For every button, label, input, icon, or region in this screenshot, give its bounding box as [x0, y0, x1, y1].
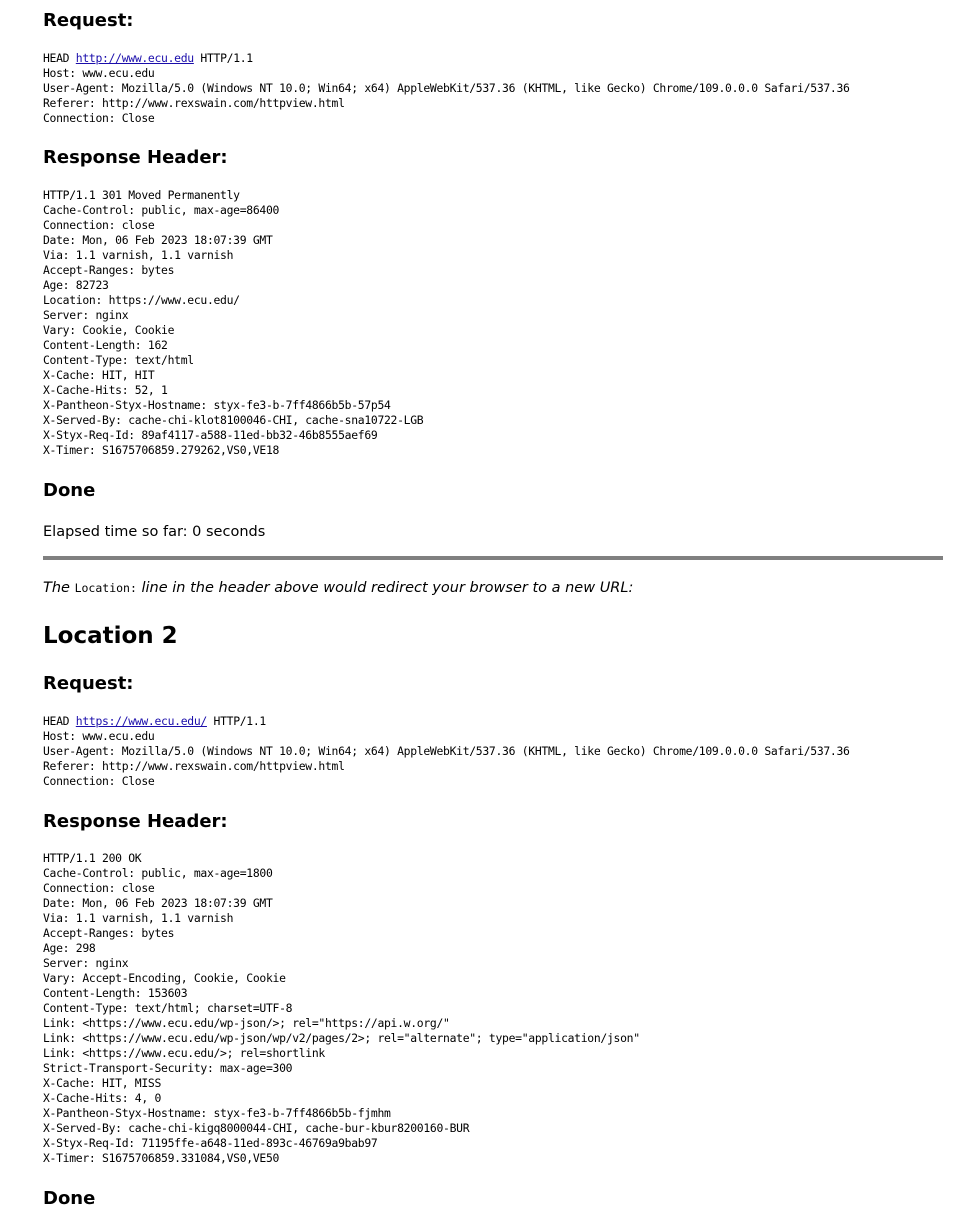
horizontal-rule: [43, 556, 943, 560]
header-line: Accept-Ranges: bytes: [43, 926, 175, 940]
header-line: User-Agent: Mozilla/5.0 (Windows NT 10.0; Win64; x64) AppleWebKit/537.36 (KHTML, like Gecko) Chrome/109.0.0.0 Safari/537.36: [43, 744, 850, 758]
redirect-note-suffix: line in the header above would redirect your browser to a new URL:: [136, 580, 634, 596]
header-line: Referer: http://www.rexswain.com/httpview.html: [43, 96, 345, 110]
header-line: X-Served-By: cache-chi-klot8100046-CHI, cache-sna10722-LGB: [43, 413, 424, 427]
request-heading-1: Request:: [43, 10, 134, 31]
request-method-2: HEAD: [43, 714, 70, 728]
header-line: X-Styx-Req-Id: 71195ffe-a648-11ed-893c-46769a9bab97: [43, 1136, 378, 1150]
header-line: Link: <https://www.ecu.edu/>; rel=shortlink: [43, 1046, 325, 1060]
header-line: X-Timer: S1675706859.331084,VS0,VE50: [43, 1151, 280, 1165]
request-header-lines-2: [43, 729, 850, 789]
header-line: Cache-Control: public, max-age=86400: [43, 203, 280, 217]
header-line: X-Cache-Hits: 4, 0: [43, 1091, 162, 1105]
request-line-2: [43, 714, 850, 729]
request-line-1: [43, 51, 850, 66]
header-line: Vary: Cookie, Cookie: [43, 323, 175, 337]
header-line: Age: 82723: [43, 278, 109, 292]
header-line: Via: 1.1 varnish, 1.1 varnish: [43, 911, 234, 925]
header-line: Cache-Control: public, max-age=1800: [43, 866, 273, 880]
header-line: Age: 298: [43, 941, 96, 955]
header-line: Server: nginx: [43, 308, 129, 322]
header-line: Connection: Close: [43, 774, 155, 788]
header-line: X-Cache: HIT, MISS: [43, 1076, 162, 1090]
header-line: X-Cache-Hits: 52, 1: [43, 383, 168, 397]
header-line: Connection: close: [43, 881, 155, 895]
location-2-title: Location 2: [43, 623, 178, 649]
response-block-1: [43, 188, 423, 458]
header-line: Link: <https://www.ecu.edu/wp-json/wp/v2/pages/2>; rel="alternate"; type="application/json": [43, 1031, 640, 1045]
header-line: Strict-Transport-Security: max-age=300: [43, 1061, 293, 1075]
redirect-note-prefix: The: [43, 580, 75, 596]
header-line: User-Agent: Mozilla/5.0 (Windows NT 10.0; Win64; x64) AppleWebKit/537.36 (KHTML, like Gecko) Chrome/109.0.0.0 Safari/537.36: [43, 81, 850, 95]
header-line: X-Served-By: cache-chi-kigq8000044-CHI, cache-bur-kbur8200160-BUR: [43, 1121, 470, 1135]
header-line: X-Timer: S1675706859.279262,VS0,VE18: [43, 443, 280, 457]
header-line: Accept-Ranges: bytes: [43, 263, 175, 277]
response-block-2: [43, 851, 640, 1166]
header-line: Server: nginx: [43, 956, 129, 970]
header-line: Connection: Close: [43, 111, 155, 125]
header-line: X-Pantheon-Styx-Hostname: styx-fe3-b-7ff4866b5b-fjmhm: [43, 1106, 391, 1120]
header-line: Date: Mon, 06 Feb 2023 18:07:39 GMT: [43, 233, 273, 247]
response-heading-2: Response Header:: [43, 811, 228, 832]
header-line: Content-Length: 162: [43, 338, 168, 352]
header-line: Content-Type: text/html: [43, 353, 194, 367]
request-url-link-2[interactable]: https://www.ecu.edu/: [75, 714, 207, 728]
request-protocol-2: HTTP/1.1: [213, 714, 266, 728]
header-line: Content-Type: text/html; charset=UTF-8: [43, 1001, 293, 1015]
header-line: HTTP/1.1 301 Moved Permanently: [43, 188, 240, 202]
header-line: Connection: close: [43, 218, 155, 232]
header-line: HTTP/1.1 200 OK: [43, 851, 142, 865]
request-method-1: HEAD: [43, 51, 70, 65]
header-line: Content-Length: 153603: [43, 986, 188, 1000]
header-line: Location: https://www.ecu.edu/: [43, 293, 240, 307]
request-heading-2: Request:: [43, 673, 134, 694]
request-header-lines-1: [43, 66, 850, 126]
header-line: X-Cache: HIT, HIT: [43, 368, 155, 382]
header-line: Host: www.ecu.edu: [43, 66, 155, 80]
redirect-note-code: Location:: [74, 581, 137, 595]
redirect-note: [43, 578, 633, 598]
header-line: Date: Mon, 06 Feb 2023 18:07:39 GMT: [43, 896, 273, 910]
done-heading-1: Done: [43, 480, 96, 501]
request-block-1: [43, 51, 850, 126]
header-line: Link: <https://www.ecu.edu/wp-json/>; rel="https://api.w.org/": [43, 1016, 450, 1030]
header-line: X-Pantheon-Styx-Hostname: styx-fe3-b-7ff4866b5b-57p54: [43, 398, 391, 412]
request-block-2: [43, 714, 850, 789]
elapsed-time: Elapsed time so far: 0 seconds: [43, 524, 266, 540]
request-protocol-1: HTTP/1.1: [200, 51, 253, 65]
header-line: Vary: Accept-Encoding, Cookie, Cookie: [43, 971, 286, 985]
header-line: Referer: http://www.rexswain.com/httpview.html: [43, 759, 345, 773]
header-line: X-Styx-Req-Id: 89af4117-a588-11ed-bb32-46b8555aef69: [43, 428, 378, 442]
header-line: Via: 1.1 varnish, 1.1 varnish: [43, 248, 234, 262]
done-heading-2: Done: [43, 1188, 96, 1209]
header-line: Host: www.ecu.edu: [43, 729, 155, 743]
response-heading-1: Response Header:: [43, 147, 228, 168]
request-url-link-1[interactable]: http://www.ecu.edu: [75, 51, 194, 65]
